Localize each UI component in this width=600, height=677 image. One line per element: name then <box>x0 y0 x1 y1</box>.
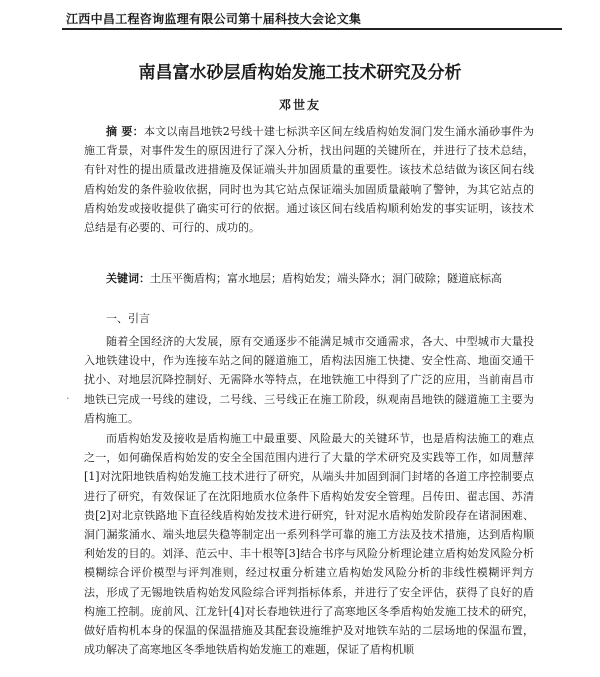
keywords-label: 关键词： <box>106 272 150 285</box>
paper-title: 南昌富水砂层盾构始发施工技术研究及分析 <box>138 63 462 83</box>
author-name: 邓世友 <box>278 98 321 112</box>
running-header: 江西中昌工程咨询监理有限公司第十届科技大会论文集 <box>66 12 362 26</box>
abstract <box>84 122 534 237</box>
abstract-text: 本文以南昌地铁2号线十建七标洪辛区间左线盾构始发洞门发生涌水涌砂事件为施工背景，对事件发生的原因进行了深入分析，找出问题的关键所在，并进行了技术总结，有针对性的提出质量改进措施及保证端头井加固质量的重要性。该技术总结做为该区间右线盾构始发的条件验收依据，同时也为其它站点保证端头加固质量敲响了警钟，为其它站点的盾构始发或接收提供了确实可行的依据。通过该区间右线盾构顺利始发的事实证明，该技术总结是有必要的、可行的、成功的。 <box>84 125 534 235</box>
abstract-label: 摘 要： <box>106 125 144 138</box>
keywords <box>84 269 534 288</box>
margin-mark: · <box>66 392 70 405</box>
keywords-text: 土压平衡盾构；富水地层；盾构始发；端头降水；洞门破除；隧道底标高 <box>150 272 502 285</box>
section-heading: 一、引言 <box>106 312 150 325</box>
paragraph-1: 随着全国经济的大发展，原有交通逐步不能满足城市交通需求，各大、中型城市大量投入地铁建设中，作为连接车站之间的隧道施工，盾构法因施工快捷、安全性高、地面交通干扰小、对地层沉降控制好、无需降水等特点，在地铁施工中得到了广泛的应用，当前南昌市地铁已完成一号线的建设，二号线、三号线正在施工阶段，纵观南昌地铁的隧道施工主要为盾构施工。 <box>84 335 534 425</box>
paragraph-2: 而盾构始发及接收是盾构施工中最重要、风险最大的关键环节，也是盾构法施工的难点之一，如何确保盾构始发的安全全国范围内进行了大量的学术研究及实践等工作，如周慧萍[1]对沈阳地铁盾构始发施工技术进行了研究，从端头井加固到洞门封堵的各道工序控制要点进行了研究，有效保证了在沈阳地质水位条件下盾构始发安全管理。吕传田、翟志国、苏清贵[2]对北京铁路地下直径线盾构始发技术进行研究，针对泥水盾构始发阶段存在诸洞困难、洞门漏浆涌水、端头地层失稳等制定出一系列科学可靠的施工方法及技术措施，达到盾构顺利始发的目的。刘泽、范云中、丰十根等[3]结合书序与风险分析理论建立盾构始发风险分析模糊综合评价模型与评判准则，经过权重分析建立盾构始发风险分析的非线性模糊评判方法，形成了无锡地铁盾构始发风险综合评判指标体系，并进行了安全评估，获得了良好的盾构施工控制。庞前风、江龙针[4]对长春地铁进行了高寒地区冬季盾构始发施工技术的研究，做好盾构机本身的保温的保温措施及其配套设施维护及对地铁车站的二层场地的保温布置，成功解决了高寒地区冬季地铁盾构始发施工的难题，保证了盾构机顺 <box>84 432 534 657</box>
header-rule <box>62 28 562 30</box>
